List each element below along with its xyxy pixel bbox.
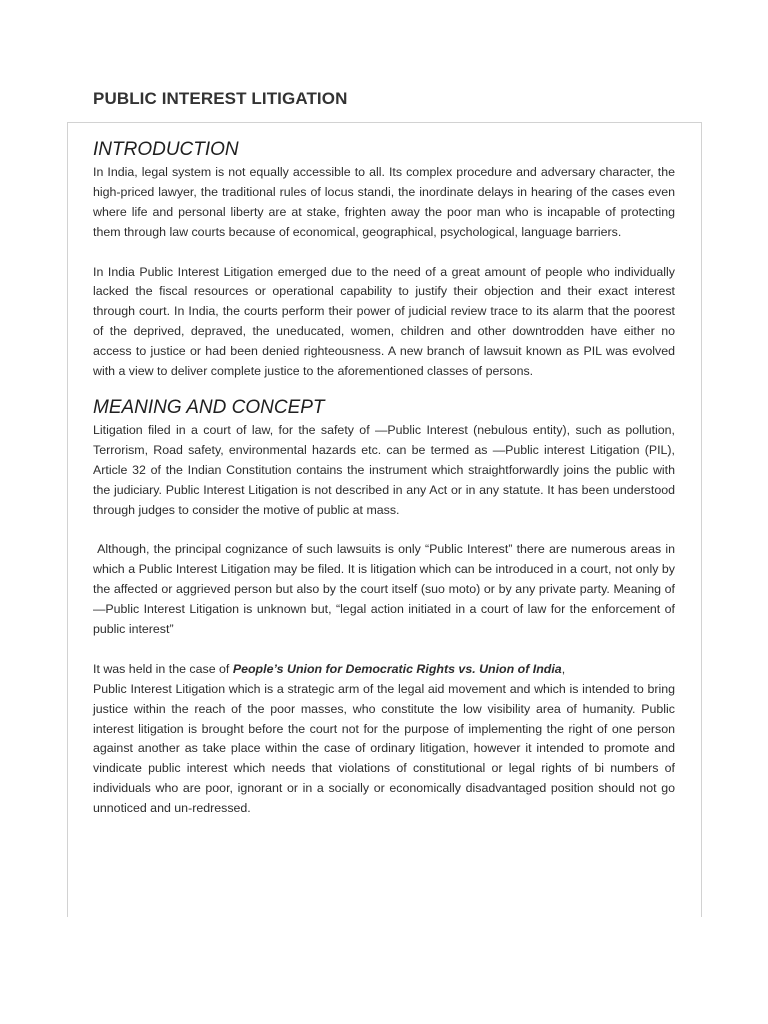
paragraph-spacer — [93, 243, 675, 263]
introduction-heading: INTRODUCTION — [93, 139, 239, 160]
paragraph-spacer — [93, 640, 675, 660]
introduction-paragraph-2: In India Public Interest Litigation emerged due to the need of a great amount of people who individually lacked the fiscal resources or operational capability to justify their objection and their exact interest through court. In India, the courts perform their power of judicial review trace to its alarm that the poorest of the deprived, depraved, the uneducated, women, children and other downtrodden have either no access to justice or had been denied righteousness. A new branch of lawsuit known as PIL was evolved with a view to deliver complete justice to the aforementioned classes of persons. — [93, 264, 675, 379]
meaning-paragraph-3: Public Interest Litigation which is a strategic arm of the legal aid movement and which is intended to bring justice within the reach of the poor masses, who constitute the low visibility area of humanity. Public interest litigation is brought before the court not for the purpose of implementing the right of one person against another as take place within the case of ordinary litigation, however it intended to promote and vindicate public interest which needs that violations of constitutional or legal rights of bi numbers of individuals who are poor, ignorant or in a socially or economically disadvantaged position should not go unnoticed and un-redressed. — [93, 681, 675, 816]
case-name: People’s Union for Democratic Rights vs. Union of India — [232, 661, 562, 676]
case-citation-line — [93, 660, 675, 680]
meaning-paragraph-1: Litigation filed in a court of law, for the safety of —Public Interest (nebulous entity), such as pollution, Terrorism, Road safety, environmental hazards etc. can be termed as —Public interest Litigation (PIL), Article 32 of the Indian Constitution contains the instrument which straightforwardly joins the public with the judiciary. Public Interest Litigation is not described in any Act or in any statute. It has been understood through judges to consider the motive of public at mass. — [93, 422, 675, 517]
paragraph-spacer — [93, 520, 675, 540]
section-spacer — [93, 382, 675, 395]
meaning-heading: MEANING AND CONCEPT — [93, 396, 325, 418]
introduction-paragraph-1: In India, legal system is not equally accessible to all. Its complex procedure and adversary character, the high-priced lawyer, the traditional rules of locus standi, the inordinate delays in hearing of the cases even where life and personal liberty are at stake, frighten away the poor man who is incapable of protecting them through law courts because of economical, geographical, psychological, language barriers. — [93, 165, 675, 239]
document-body — [93, 137, 679, 819]
case-intro-text: It was held in the case of — [93, 661, 233, 676]
meaning-paragraph-2: Although, the principal cognizance of such lawsuits is only “Public Interest” there are numerous areas in which a Public Interest Litigation may be filed. It is litigation which can be introduced in a court, not only by the affected or aggrieved person but also by the court itself (suo moto) or by any private party. Meaning of —Public Interest Litigation is unknown but, “legal action initiated in a court of law for the enforcement of public interest” — [93, 542, 679, 636]
case-comma: , — [561, 661, 566, 676]
document-title: PUBLIC INTEREST LITIGATION — [93, 89, 348, 108]
